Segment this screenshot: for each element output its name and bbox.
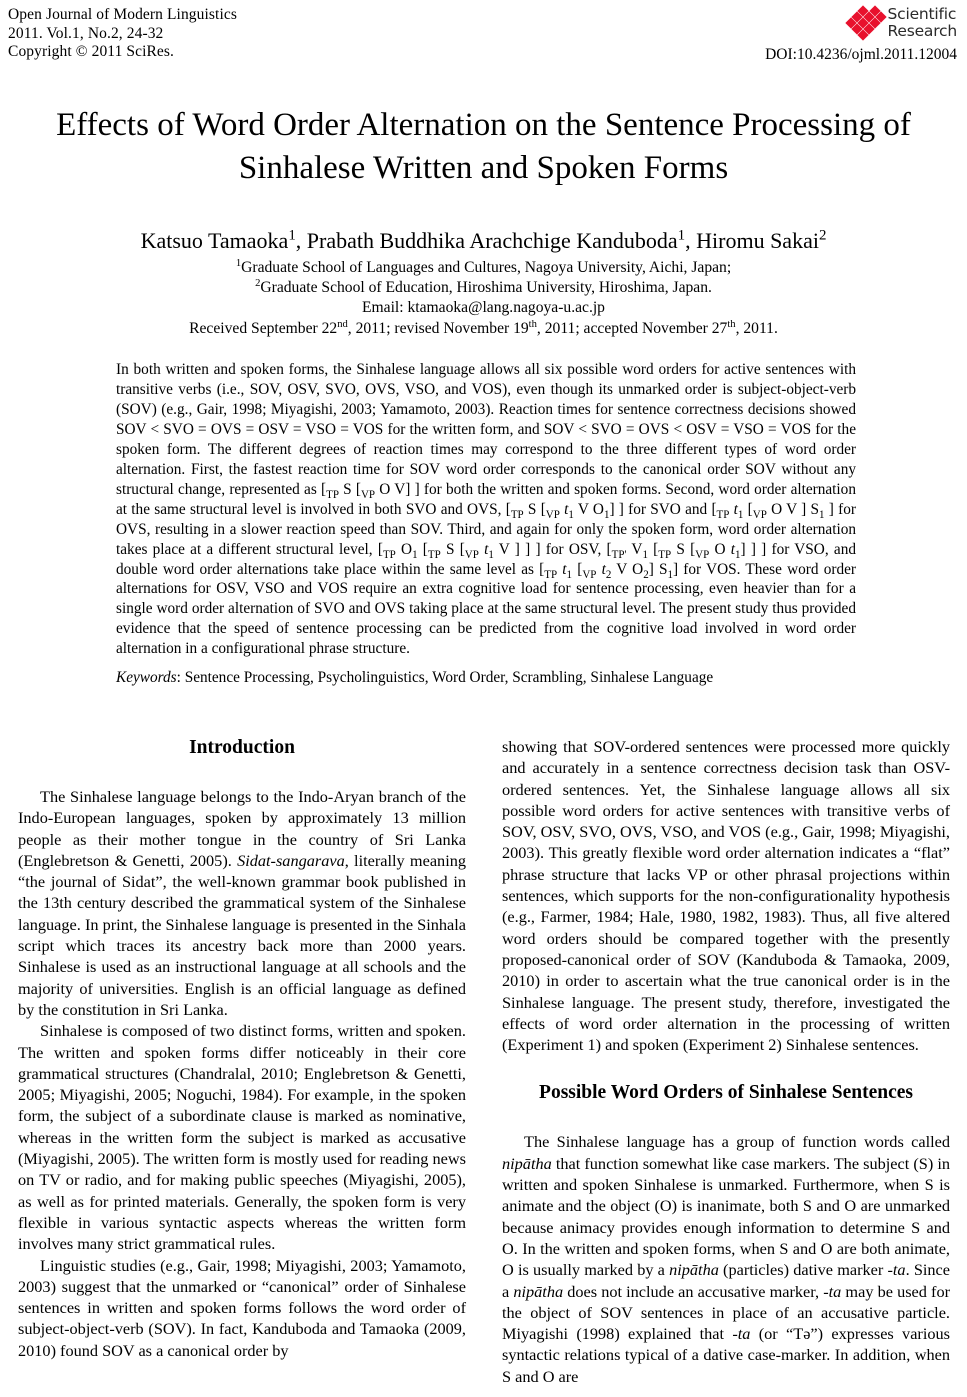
author-block [60, 227, 907, 338]
publisher-name [888, 6, 958, 39]
column-right [502, 736, 950, 1387]
affiliation-2: $^2$Graduate School of Education, Hiroshima University, Hiroshima, Japan. [255, 277, 712, 296]
author-names: Katsuo Tamaoka$^1$, Prabath Buddhika Arachchige Kanduboda$^1$, Hiromu Sakai$^2$ [140, 227, 827, 253]
doi-text[interactable]: DOI:10.4236/ojml.2011.12004 [765, 46, 957, 63]
masthead [8, 6, 959, 68]
brand-line-2: Research [887, 21, 957, 40]
brand-line-1: Scientific [887, 5, 957, 23]
publisher-brand [847, 6, 958, 40]
journal-name: Open Journal of Modern Linguistics [8, 6, 237, 23]
journal-copyright: Copyright © 2011 SciRes. [8, 43, 175, 60]
section-heading-introduction: Introduction [189, 737, 295, 758]
affiliation-1: $^1$Graduate School of Languages and Cultures, Nagoya University, Aichi, Japan; [235, 257, 732, 276]
abstract [116, 360, 856, 659]
column-left [18, 736, 466, 1361]
paragraph-continuation: showing that SOV-ordered sentences were processed more quickly and accurately in a sentence correctness decision task than OSV-ordered sentences. Yet, the Sinhalese language allows all six possible word orders for active sentences with transitive verbs of SOV, OSV, SVO, OVS, VSO, and VOS (e.g., Gair, 1998; Miyagishi, 2003). This greatly flexible word order alternation indicates a “flat” phrase structure that lacks VP or other phrasal projections within sentences, which supports for the non-configurationality hypothesis (e.g., Farmer, 1984; Hale, 1980, 1982, 1983). Thus, all five altered word orders should be compared together with the presently proposed-canonical order of SOV (Kanduboda & Tamaoka, 2009, 2010) in order to ascertain what the true canonical order is in the Sinhalese language. The present study, therefore, investigated the effects of word order alternation in the processing of written (Experiment 1) and spoken (Experiment 2) Sinhalese sentences. [502, 737, 950, 1055]
section-heading-possible-word-orders: Possible Word Orders of Sinhalese Sentences [539, 1082, 913, 1104]
submission-dates: Received September 22nd, 2011; revised November 19th, 2011; accepted November 27th, 2011. [189, 318, 778, 337]
contact-email[interactable]: Email: ktamaoka@lang.nagoya-u.ac.jp [362, 299, 605, 316]
paragraph: Linguistic studies (e.g., Gair, 1998; Miyagishi, 2003; Yamamoto, 2003) suggest that the unmarked or “canonical” order of Sinhalese sentences in written and spoken forms follows the word order of subject-object-verb (SOV). In fact, Kanduboda and Tamaoka (2009, 2010) found SOV as a canonical order by [18, 1255, 466, 1360]
paragraph: Sinhalese is composed of two distinct forms, written and spoken. The written and spoken forms differ noticeably in their core grammatical structures (Chandralal, 2010; Englebretson & Genetti, 2005; Miyagishi, 2005; Noguchi, 1984). For example, in the spoken form, the subject of a subordinate clause is marked as nominative, whereas in the written form the subject is marked as accusative (Miyagishi, 2005). The written form is mostly used for reading news on TV or radio, and for making public speeches (Miyagishi, 2005), as well as for printed materials. Generally, the spoken form is very flexible in various syntactic aspects whereas the written form involves many strict grammatical rules. [18, 1021, 466, 1254]
page-title: Effects of Word Order Alternation on the Sentence Processing of Sinhalese Written and Spoken Forms [56, 107, 911, 186]
journal-info [8, 6, 237, 62]
abstract-text: In both written and spoken forms, the Sinhalese language allows all six possible word orders for active sentences with transitive verbs (i.e., SOV, OSV, SVO, OVS, VSO, and VOS), even though its unmarked order is subject-object-verb (SOV) (e.g., Gair, 1998; Miyagishi, 2003; Yamamoto, 2003). Reaction times for sentence correctness decisions showed SOV < SVO = OVS = OSV = VSO = VOS for the written form, and SOV < SVO = OVS < OSV = VSO = VOS for the spoken form. The different degrees of reaction times may correspond to the three different types of word order alternation. First, the fastest reaction time for SOV word order corresponds to the canonical order SOV without any structural change, represented as [$_{TP}$ S [$_{VP}$ O V] ] for both the written and spoken forms. Second, word order alternation at the same structural level is involved in both SVO and OVS, [$_{TP}$ S [$_{VP}$ $t_1$ V $O_1$] ] for SVO and [$_{TP}$ $t_1$ [$_{VP}$ O V ] $S_1$ ] for OVS, resulting in a slower reaction speed than SOV. Third, and again for only the spoken form, word order alternation takes place at a different structural level, [$_{TP}$ $O_1$ [$_{TP}$ S [$_{VP}$ $t_1$ V ] ] ] for OSV, [$_{TP'}$ $V_1$ [$_{TP}$ S [$_{VP}$ O $t_1$] ] ] for VSO, and double word order alternations take place within the same level as [$_{TP}$ $t_1$ [$_{VP}$ $t_2$ V $O_2$] $S_1$] for VOS. These word order alternations for OSV, VSO and VOS require an extra cognitive load for sentence processing, even heavier than for a single word order alternation of SVO and OVS taking place at the same structural level. The present study thus provided evidence that the speed of sentence processing can be predicted from the cognitive load involved in word order alternation in a configurational phrase structure. [116, 361, 856, 658]
scirp-diamond-logo-icon [847, 7, 883, 40]
keywords: Keywords: Sentence Processing, Psycholinguistics, Word Order, Scrambling, Sinhalese Language [116, 669, 714, 686]
paragraph: The Sinhalese language belongs to the Indo-Aryan branch of the Indo-European languages, spoken by approximately 13 million people as their mother tongue in the country of Sri Lanka (Englebretson & Genetti, 2005). Sidat-sangarava, literally meaning “the journal of Sidat”, the well-known grammar book published in the 13th century described the grammatical system of the Sinhalese language. In print, the Sinhalese language is presented in the Sinhala script which traces its ancestry back more than 2000 years. Sinhalese is used as an instructional language at all schools and the majority of universities. English is an official language as defined by the constitution in Sri Lanka. [18, 787, 466, 1019]
paragraph: The Sinhalese language has a group of function words called nipātha that function somewhat like case markers. The subject (S) in written and spoken Sinhalese is unmarked. Furthermore, when S is animate and the object (O) is inanimate, both S and O are unmarked because animacy provides enough information to determine S and O. In the written and spoken forms, when S and O are both animate, O is usually marked by a nipātha (particles) dative marker -ta. Since a nipātha does not include an accusative marker, -ta may be used for the object of SOV sentences in place of an accusative particle. Miyagishi (1998) explained that -ta (or “Tə”) expresses various syntactic relations typical of a dative case-marker. In addition, when S and O are [502, 1132, 951, 1386]
journal-issue: 2011. Vol.1, No.2, 24-32 [8, 24, 164, 42]
